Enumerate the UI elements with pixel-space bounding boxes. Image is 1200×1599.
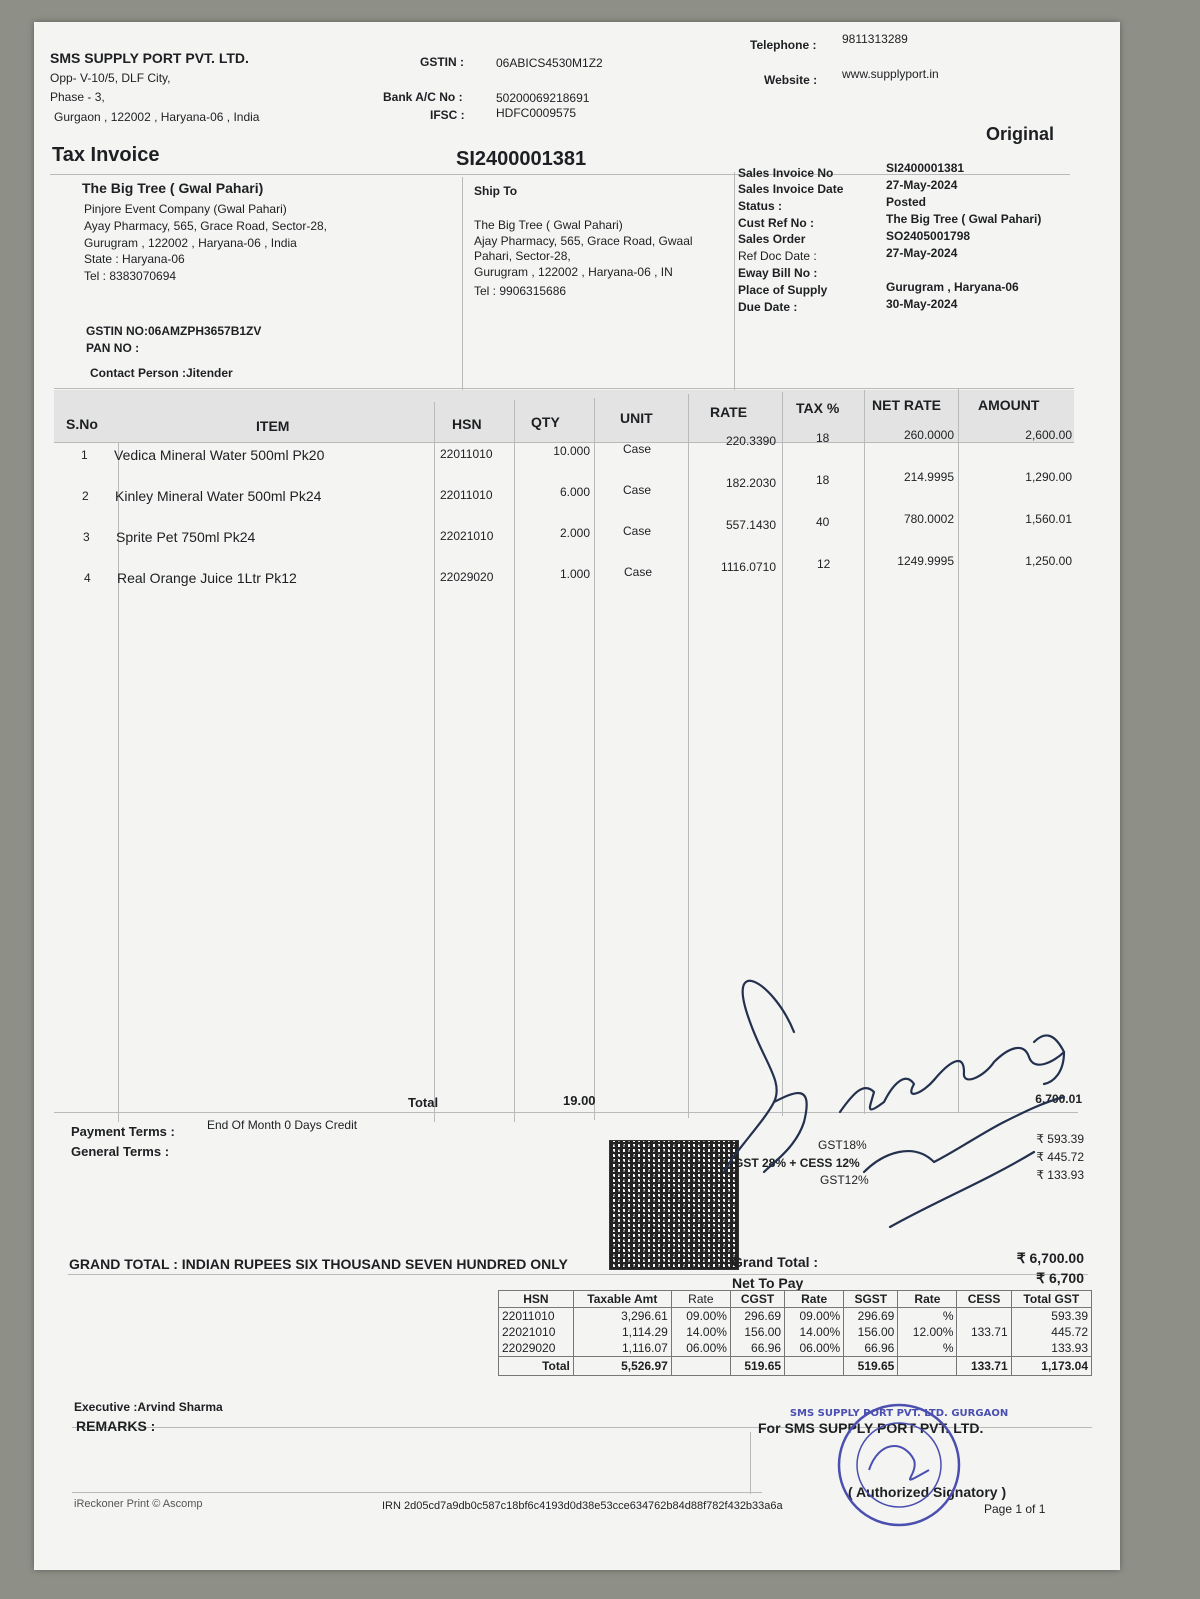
tax-total-cell: 519.65: [730, 1357, 784, 1376]
bill-to-line2: Ayay Pharmacy, 565, Grace Road, Sector-28,: [84, 219, 328, 233]
ship-to-tel: Tel : 9906315686: [474, 284, 567, 298]
tax-cell: 66.96: [730, 1340, 784, 1357]
payment-terms-label: Payment Terms :: [71, 1124, 175, 1139]
cell-rate: 220.3390: [725, 434, 776, 448]
divider: [72, 1492, 762, 1493]
cell-qty: 1.000: [559, 567, 590, 581]
telephone-value: 9811313289: [842, 32, 908, 46]
tax-cell: [957, 1308, 1011, 1325]
tax-line-label: GST 28% + CESS 12%: [734, 1156, 860, 1170]
cell-rate: 1116.0710: [721, 560, 776, 574]
tax-table-total-row: [499, 1357, 1092, 1376]
meta-label: Status :: [738, 199, 783, 213]
column-line: [782, 392, 783, 1116]
cell-amount: 1,250.00: [1025, 554, 1072, 568]
tax-cell: 1,116.07: [573, 1340, 671, 1357]
tax-cell: 06.00%: [671, 1340, 730, 1357]
bill-to-state: State : Haryana-06: [84, 252, 185, 266]
bill-to-line1: Pinjore Event Company (Gwal Pahari): [84, 202, 287, 216]
tax-cell: 66.96: [844, 1340, 898, 1357]
divider: [54, 442, 1074, 443]
column-line: [688, 394, 689, 1118]
cell-amount: 1,560.01: [1025, 512, 1072, 526]
bank-value: 50200069218691: [496, 91, 590, 105]
company-seal-stamp: [789, 1400, 1009, 1530]
tax-cell: 296.69: [730, 1308, 784, 1325]
meta-label: Place of Supply: [738, 283, 828, 297]
meta-value: 30-May-2024: [886, 297, 958, 311]
ship-to-heading: Ship To: [474, 184, 518, 198]
tax-col-rate: Rate: [898, 1291, 957, 1308]
column-line: [864, 390, 865, 1114]
tax-col-rate: Rate: [671, 1291, 730, 1308]
header-item: ITEM: [256, 418, 290, 434]
cell-unit: Case: [623, 483, 652, 497]
tax-line-label: GST18%: [818, 1138, 867, 1152]
for-company: For SMS SUPPLY PORT PVT. LTD.: [758, 1420, 984, 1436]
tax-cell: 156.00: [844, 1324, 898, 1340]
meta-value: 27-May-2024: [886, 178, 958, 192]
header-net-rate: NET RATE: [872, 397, 941, 413]
cell-sno: 2: [82, 489, 89, 503]
cell-unit: Case: [623, 524, 652, 538]
column-line: [594, 398, 595, 1120]
cell-tax: 18: [816, 473, 830, 487]
total-label: Total: [408, 1095, 439, 1110]
divider: [462, 177, 463, 399]
copy-label: Original: [986, 124, 1055, 144]
divider: [734, 172, 735, 404]
tax-cell: [957, 1340, 1011, 1357]
header-sno: S.No: [66, 416, 98, 432]
cell-net-rate: 1249.9995: [897, 554, 954, 568]
hsn-tax-summary-table: [498, 1290, 1092, 1376]
gstin-value: 06ABICS4530M1Z2: [496, 56, 603, 70]
cell-sno: 1: [81, 448, 88, 462]
cell-net-rate: 214.9995: [903, 470, 954, 484]
meta-label: Due Date :: [738, 300, 798, 314]
tax-col-cess: CESS: [957, 1291, 1011, 1308]
tax-cell: 22011010: [499, 1308, 574, 1325]
cell-net-rate: 780.0002: [903, 512, 954, 526]
cell-net-rate: 260.0000: [903, 428, 954, 442]
company-address-1: Opp- V-10/5, DLF City,: [50, 71, 171, 85]
bill-to-name: The Big Tree ( Gwal Pahari): [82, 180, 264, 196]
remarks-label: REMARKS :: [76, 1418, 156, 1434]
general-terms-label: General Terms :: [71, 1144, 170, 1159]
company-name: SMS SUPPLY PORT PVT. LTD.: [50, 50, 249, 66]
cell-hsn: 22021010: [440, 529, 494, 543]
meta-label: Cust Ref No :: [738, 216, 814, 230]
tax-table-row: [499, 1340, 1092, 1357]
net-to-pay-value: ₹ 6,700: [1036, 1270, 1084, 1286]
tax-line-value: ₹ 593.39: [1036, 1132, 1084, 1146]
document-title: Tax Invoice: [52, 144, 160, 166]
page-number: Page 1 of 1: [984, 1502, 1046, 1516]
cell-amount: 1,290.00: [1025, 470, 1072, 484]
tax-total-cell: [671, 1357, 730, 1376]
authorized-signatory: ( Authorized Signatory ): [848, 1484, 1007, 1500]
cell-unit: Case: [624, 565, 653, 579]
tax-total-cell: [785, 1357, 844, 1376]
tax-cell: 593.39: [1011, 1308, 1091, 1325]
tax-total-cell: 1,173.04: [1011, 1357, 1091, 1376]
tax-total-cell: 5,526.97: [573, 1357, 671, 1376]
meta-label: Sales Order: [738, 232, 806, 246]
cell-tax: 40: [816, 515, 830, 529]
tax-cell: 133.71: [957, 1324, 1011, 1340]
tax-cell: 1,114.29: [573, 1324, 671, 1340]
ifsc-label: IFSC :: [430, 108, 465, 122]
header-rate: RATE: [710, 404, 748, 420]
column-line: [514, 400, 515, 1122]
gstin-label: GSTIN :: [420, 55, 464, 69]
tax-cell: 22029020: [499, 1340, 574, 1357]
website-value: www.supplyport.in: [842, 67, 939, 81]
meta-label: Eway Bill No :: [738, 266, 818, 280]
tax-total-cell: 133.71: [957, 1357, 1011, 1376]
cell-tax: 12: [817, 557, 831, 571]
bill-to-pan: PAN NO :: [86, 341, 140, 355]
tax-cell: 445.72: [1011, 1324, 1091, 1340]
header-hsn: HSN: [452, 416, 482, 432]
invoice-number: SI2400001381: [456, 148, 587, 170]
tax-total-cell: [898, 1357, 957, 1376]
divider: [54, 388, 1074, 389]
cell-qty: 10.000: [553, 444, 590, 458]
meta-value: SI2400001381: [886, 161, 965, 175]
tax-cell: 12.00%: [898, 1324, 957, 1340]
tax-col-cgst: CGST: [730, 1291, 784, 1308]
ship-to-line2: Ajay Pharmacy, 565, Grace Road, Gwaal: [474, 234, 693, 248]
website-label: Website :: [764, 73, 818, 87]
bill-to-contact: Contact Person :Jitender: [90, 366, 233, 380]
cell-qty: 6.000: [559, 485, 590, 499]
company-address-2: Phase - 3,: [50, 90, 105, 104]
bill-to-line3: Gurugram , 122002 , Haryana-06 , India: [84, 236, 297, 250]
e-invoice-qr-code: [609, 1140, 739, 1270]
tax-table-row: [499, 1308, 1092, 1325]
tax-cell: 14.00%: [671, 1324, 730, 1340]
cell-item: Vedica Mineral Water 500ml Pk20: [114, 447, 325, 463]
ifsc-value: HDFC0009575: [496, 106, 577, 120]
tax-total-cell: Total: [499, 1357, 574, 1376]
tax-cell: 3,296.61: [573, 1308, 671, 1325]
meta-value: Posted: [886, 195, 927, 209]
cell-unit: Case: [623, 442, 652, 456]
tax-col-sgst: SGST: [844, 1291, 898, 1308]
cell-amount: 2,600.00: [1025, 428, 1072, 442]
bill-to-gstin: GSTIN NO:06AMZPH3657B1ZV: [86, 324, 262, 338]
divider: [54, 1112, 1078, 1113]
tax-cell: 06.00%: [785, 1340, 844, 1357]
column-line: [434, 402, 435, 1122]
cell-qty: 2.000: [559, 526, 590, 540]
tax-table-row: [499, 1324, 1092, 1340]
tax-col-rate: Rate: [785, 1291, 844, 1308]
tax-cell: 09.00%: [785, 1308, 844, 1325]
cell-item: Kinley Mineral Water 500ml Pk24: [115, 488, 322, 504]
tax-cell: 09.00%: [671, 1308, 730, 1325]
total-amount: 6,700.01: [1035, 1092, 1082, 1106]
tax-line-value: ₹ 445.72: [1036, 1150, 1084, 1164]
cell-hsn: 22029020: [440, 570, 494, 584]
cell-tax: 18: [816, 431, 830, 445]
executive: Executive :Arvind Sharma: [74, 1400, 223, 1414]
cell-item: Real Orange Juice 1Ltr Pk12: [117, 570, 297, 586]
net-to-pay-label: Net To Pay: [732, 1275, 804, 1291]
cell-hsn: 22011010: [440, 488, 493, 502]
cell-rate: 557.1430: [725, 518, 776, 532]
header-tax: TAX %: [796, 400, 840, 416]
divider: [68, 1274, 1088, 1275]
tax-col-taxable: Taxable Amt: [573, 1291, 671, 1308]
tax-cell: %: [898, 1340, 957, 1357]
tax-col-hsn: HSN: [499, 1291, 574, 1308]
seal-text: SMS SUPPLY PORT PVT. LTD. GURGAON: [789, 1408, 1009, 1419]
meta-label: Sales Invoice No: [738, 166, 834, 180]
cell-item: Sprite Pet 750ml Pk24: [116, 529, 256, 545]
tax-cell: 22021010: [499, 1324, 574, 1340]
payment-terms-value: End Of Month 0 Days Credit: [207, 1118, 358, 1132]
tax-cell: 296.69: [844, 1308, 898, 1325]
meta-value: 27-May-2024: [886, 246, 958, 260]
cell-rate: 182.2030: [725, 476, 776, 490]
column-line: [958, 388, 959, 1112]
tax-col-total-gst: Total GST: [1011, 1291, 1091, 1308]
irn-number: IRN 2d05cd7a9db0c587c18bf6c4193d0d38e53cce634762b84d88f782f432b33a6a: [382, 1500, 783, 1512]
tax-total-cell: 519.65: [844, 1357, 898, 1376]
tax-line-label: GST12%: [820, 1173, 869, 1187]
cell-sno: 4: [84, 571, 91, 585]
company-address-3: Gurgaon , 122002 , Haryana-06 , India: [54, 110, 260, 124]
header-unit: UNIT: [620, 410, 653, 426]
grand-total-words: GRAND TOTAL : INDIAN RUPEES SIX THOUSAND SEVEN HUNDRED ONLY: [69, 1256, 568, 1272]
grand-total-label: Grand Total :: [732, 1254, 819, 1270]
tax-cell: 14.00%: [785, 1324, 844, 1340]
tax-line-value: ₹ 133.93: [1036, 1168, 1084, 1182]
header-amount: AMOUNT: [978, 397, 1040, 413]
meta-value: Gurugram , Haryana-06: [886, 280, 1019, 294]
printer-credit: iReckoner Print © Ascomp: [74, 1498, 203, 1510]
invoice-page: [34, 22, 1120, 1570]
cell-hsn: 22011010: [440, 447, 493, 461]
tax-cell: %: [898, 1308, 957, 1325]
ship-to-line4: Gurugram , 122002 , Haryana-06 , IN: [474, 265, 673, 279]
ship-to-line3: Pahari, Sector-28,: [474, 249, 571, 263]
total-qty: 19.00: [563, 1093, 596, 1108]
cell-sno: 3: [83, 530, 90, 544]
divider: [750, 1432, 751, 1494]
ship-to-line1: The Big Tree ( Gwal Pahari): [474, 218, 623, 232]
meta-value: SO2405001798: [886, 229, 971, 243]
tax-table-header: [499, 1291, 1092, 1308]
tax-cell: 133.93: [1011, 1340, 1091, 1357]
meta-value: The Big Tree ( Gwal Pahari): [886, 212, 1042, 226]
meta-label: Sales Invoice Date: [738, 182, 844, 196]
tax-cell: 156.00: [730, 1324, 784, 1340]
bank-label: Bank A/C No :: [383, 90, 463, 104]
bill-to-tel: Tel : 8383070694: [84, 269, 177, 283]
header-qty: QTY: [531, 414, 560, 430]
grand-total-value: ₹ 6,700.00: [1016, 1250, 1084, 1266]
telephone-label: Telephone :: [750, 38, 817, 52]
meta-label: Ref Doc Date :: [738, 249, 817, 263]
